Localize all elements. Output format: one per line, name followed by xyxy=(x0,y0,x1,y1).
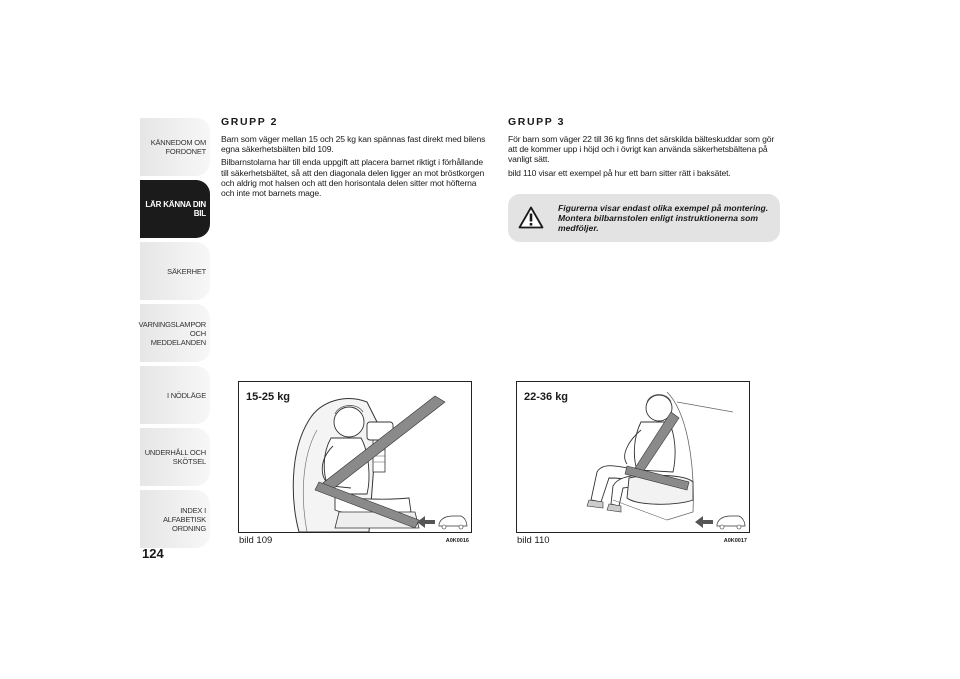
figure-weight-label: 22-36 kg xyxy=(524,391,569,403)
tab-label: UNDERHÅLL OCH SKÖTSEL xyxy=(144,448,206,466)
tab-label: INDEX I ALFABETISK ORDNING xyxy=(162,505,206,533)
section-heading: GRUPP 3 xyxy=(508,116,566,128)
paragraph: För barn som väger 22 till 36 kg finns det särskilda bälteskuddar som gör att de kommer upp i höjd och i övrigt kan använda säkerhetsbältena på vanligt sätt. xyxy=(508,134,775,165)
tab-kannedom-om-fordonet[interactable] xyxy=(140,118,210,176)
page-number: 124 xyxy=(142,546,164,561)
child-booster-cushion-illustration xyxy=(517,382,749,532)
paragraph: Bilbarnstolarna har till enda uppgift att placera barnet riktigt i förhållande till säkerhetsbältet, så att den diagonala delen ligger an mot bröstkorgen och aldrig mot halsen och att den horisontala delen sitter mot höfterna och inte mot barnets mage. xyxy=(221,157,485,199)
figure-weight-label: 15-25 kg xyxy=(246,391,291,403)
tab-sakerhet[interactable] xyxy=(140,242,210,300)
figure-code: A0K0017 xyxy=(723,538,747,544)
figure-109 xyxy=(238,381,472,546)
section-grupp-3 xyxy=(508,116,780,242)
warning-box xyxy=(508,194,780,242)
tab-index[interactable] xyxy=(140,490,210,548)
tab-label: I NÖDLÄGE xyxy=(166,390,206,400)
paragraph: Barn som väger mellan 15 och 25 kg kan spännas fast direkt med bilens egna säkerhetsbälten bild 109. xyxy=(221,134,486,155)
figure-caption: bild 110 xyxy=(517,535,550,546)
tab-label: VARNINGSLAMPOR OCH MEDDELANDEN xyxy=(138,319,206,347)
child-booster-seat-illustration xyxy=(239,382,471,532)
paragraph: bild 110 visar ett exempel på hur ett barn sitter rätt i baksätet. xyxy=(508,167,731,178)
figure-caption: bild 109 xyxy=(239,535,273,546)
tab-underhall-och-skotsel[interactable] xyxy=(140,428,210,486)
tab-label: SÄKERHET xyxy=(167,266,206,276)
figure-110 xyxy=(516,381,750,546)
section-heading: GRUPP 2 xyxy=(221,116,279,128)
tab-i-nodlage[interactable] xyxy=(140,366,210,424)
warning-text: Figurerna visar endast olika exempel på montering. Montera bilbarnstolen enligt instruktionerna som medföljer. xyxy=(558,202,769,233)
tab-varningslampor[interactable] xyxy=(140,304,210,362)
figure-code: A0K0016 xyxy=(445,538,469,544)
chapter-tabs xyxy=(140,118,210,552)
tab-label: KÄNNEDOM OM FORDONET xyxy=(150,138,206,156)
tab-label: LÄR KÄNNA DIN BIL xyxy=(145,200,206,218)
tab-lar-kanna-din-bil[interactable] xyxy=(140,180,210,238)
warning-triangle-icon xyxy=(518,206,544,229)
section-grupp-2 xyxy=(221,116,486,201)
